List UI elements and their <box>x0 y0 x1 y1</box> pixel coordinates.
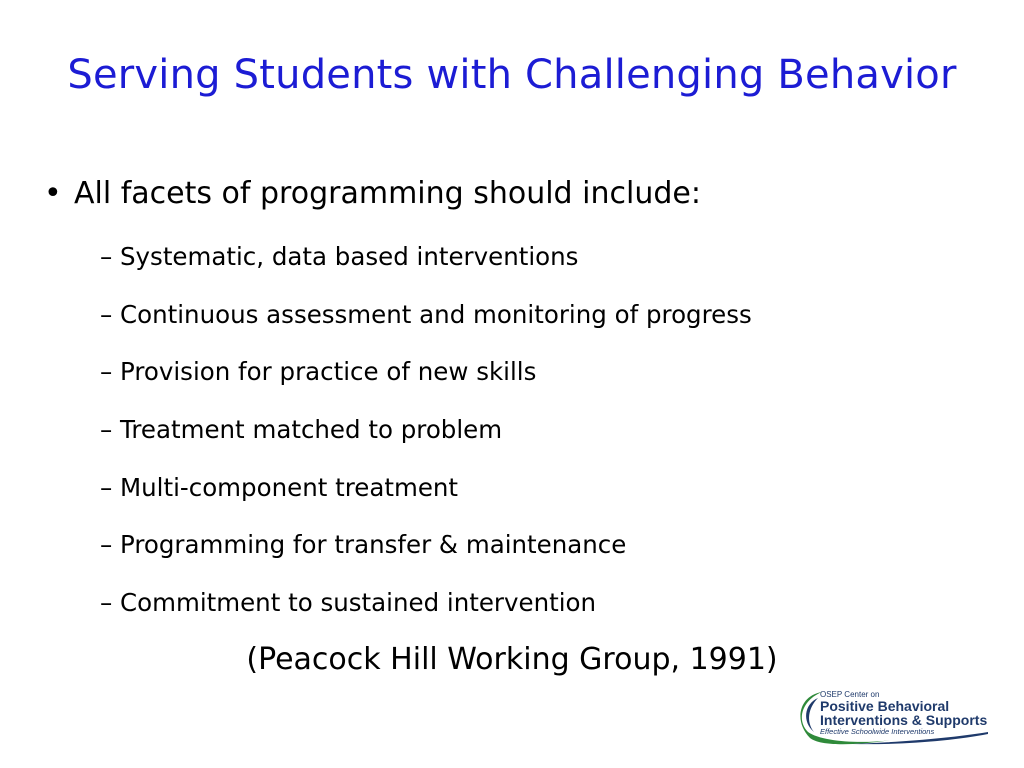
sub-bullet-text: Treatment matched to problem <box>120 415 503 445</box>
sub-bullet <box>100 294 752 352</box>
sub-bullet-text: Provision for practice of new skills <box>120 357 537 387</box>
dash-icon: – <box>100 472 113 502</box>
sub-bullet <box>100 236 752 294</box>
dash-icon: – <box>100 588 113 618</box>
dash-icon: – <box>100 415 113 445</box>
dash-icon: – <box>100 530 113 560</box>
sub-bullet-text: Commitment to sustained intervention <box>120 588 597 618</box>
sub-bullet-text: Systematic, data based interventions <box>120 242 579 271</box>
main-bullet-text: All facets of programming should include: <box>74 176 701 211</box>
slide-title: Serving Students with Challenging Behavior <box>67 52 957 98</box>
sub-bullet <box>100 467 752 525</box>
logo-line-3: Interventions & Supports <box>820 712 988 728</box>
sub-bullet-text: Multi-component treatment <box>120 472 459 502</box>
logo-line-4: Effective Schoolwide Interventions <box>820 727 935 736</box>
logo-text <box>820 690 987 736</box>
dash-icon: – <box>100 357 113 387</box>
bullet-icon: • <box>44 176 62 211</box>
dash-icon: – <box>100 299 113 329</box>
dash-icon: – <box>100 242 113 271</box>
sub-bullet-text: Continuous assessment and monitoring of progress <box>120 299 752 329</box>
sub-bullet <box>100 409 752 467</box>
citation: (Peacock Hill Working Group, 1991) <box>246 642 778 677</box>
logo-line-1: OSEP Center on <box>820 690 880 699</box>
logo-line-2: Positive Behavioral <box>820 698 950 714</box>
main-bullet <box>44 176 701 211</box>
sub-bullet <box>100 582 752 640</box>
pbis-logo <box>792 688 992 748</box>
sub-bullet-list <box>100 236 752 640</box>
sub-bullet-text: Programming for transfer & maintenance <box>120 530 627 560</box>
sub-bullet <box>100 351 752 409</box>
sub-bullet <box>100 524 752 582</box>
